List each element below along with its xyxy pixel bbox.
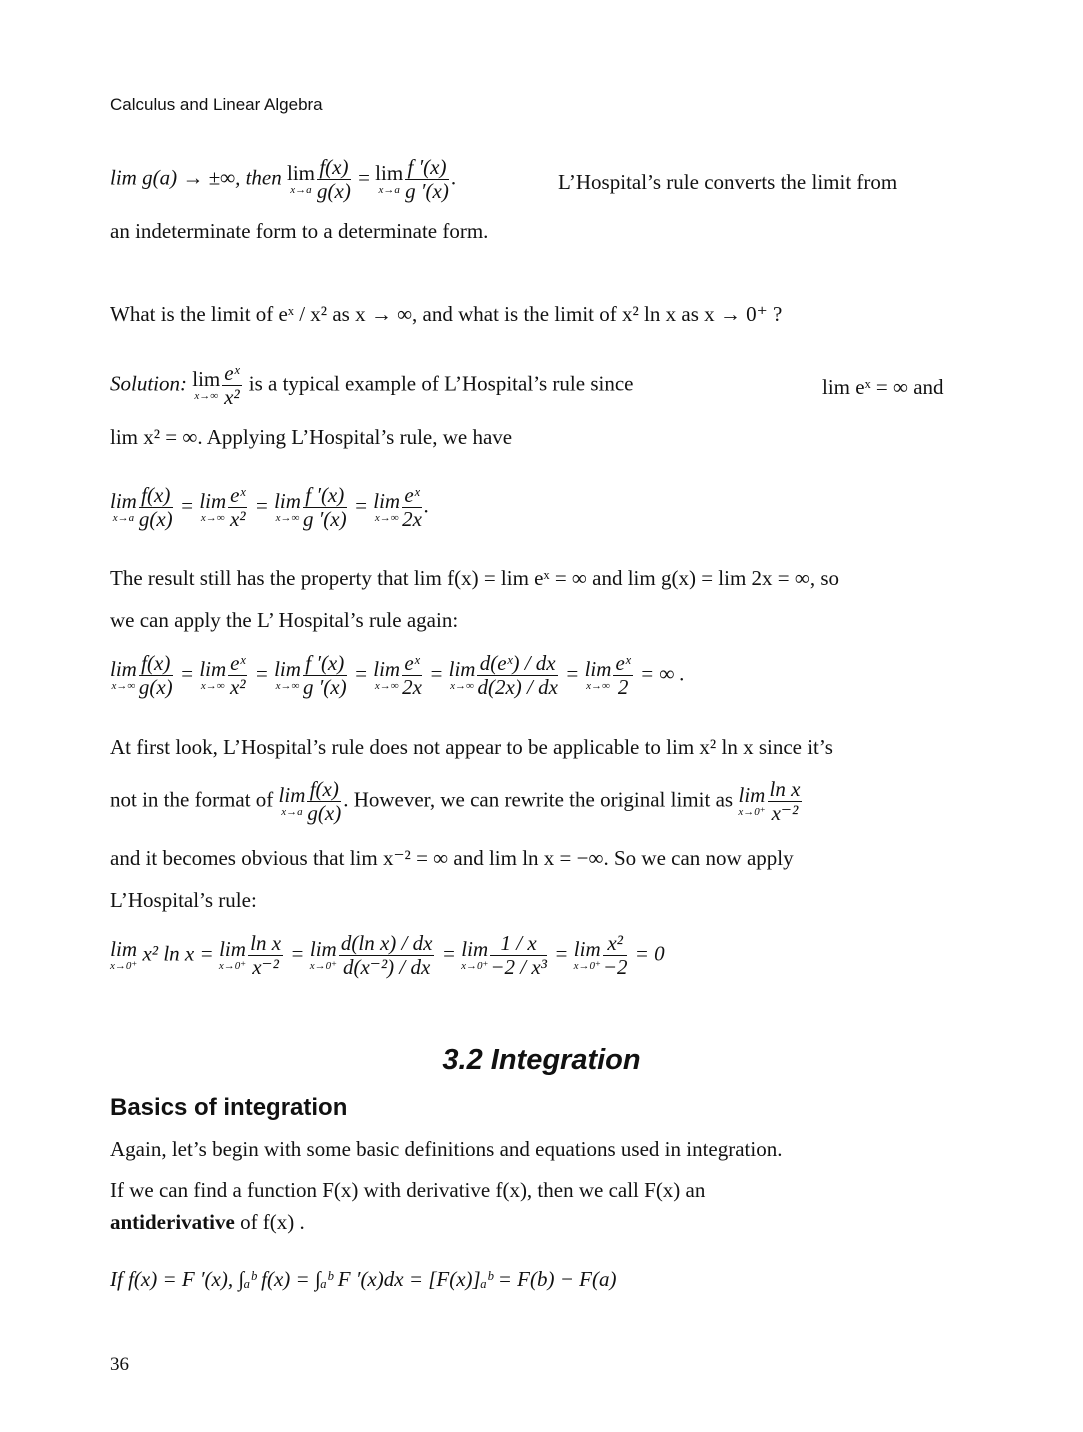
equation-3: lim x→0⁺ x² ln x = lim x→0⁺ $\frac{\text{ln x}}{\text{x⁻²}}$ = lim x→0⁺ $\frac{\text{d(ln x) / dx}}{\text{d(x⁻²) / dx}}$ = lim x→0⁺ $\frac{1 / x}{\text{−2 / x³}}$ = lim x→0⁺ $\frac{\text{x²}}{-2}$ = 0: [110, 931, 665, 980]
fraction: $\frac{\text{x²}}{-2}$: [602, 931, 628, 980]
fraction: $\frac{\text{eˣ}}{\text{x²}}$: [229, 651, 246, 700]
limit-operator: lim x→∞: [274, 489, 301, 525]
intro-eq-prefix: lim g(a) → ±∞, then: [110, 165, 282, 190]
fraction-f-over-g: $\frac{f(x)}{g(x)}$: [317, 155, 351, 204]
limit-operator: lim x→0⁺: [573, 937, 601, 973]
question-text: What is the limit of eˣ / x² as x → ∞, and what is the limit of x² ln x as x → 0⁺ ?: [110, 302, 783, 326]
first-look-text: At first look, L’Hospital’s rule does not appear to be applicable to lim x² ln x since it’s: [110, 735, 833, 759]
fraction: $\frac{\text{eˣ}}{2x}$: [402, 651, 422, 700]
limit-operator: lim x→∞: [274, 657, 301, 693]
limit-operator: lim x→∞: [373, 489, 401, 525]
solution-line1-end: lim eˣ = ∞ and: [822, 375, 944, 399]
not-format-line: not in the format of lim x→a $\frac{f(x)}{g(x)}$ . However, we can rewrite the original limit as lim x→0⁺ $\frac{\text{ln x}}{\text{x⁻²}}$: [110, 777, 801, 826]
section-para2-b: [110, 1210, 972, 1235]
fraction: $\frac{\text{eˣ}}{2}$: [615, 651, 631, 700]
equation-2: lim x→∞ $\frac{f(x)}{g(x)}$ = lim x→∞ $\frac{\text{eˣ}}{\text{x²}}$ = lim x→∞ $\frac{f '(x)}{g '(x)}$ = lim x→∞ $\frac{\text{eˣ}}{2x}$ = lim x→∞ $\frac{\text{d(eˣ) / dx}}{d(2x) / dx}$ = lim x→∞ $\frac{\text{eˣ}}{2}$ = ∞ .: [110, 651, 685, 700]
antiderivative-term: antiderivative: [110, 1210, 235, 1234]
limit-operator: lim x→0⁺: [218, 937, 247, 973]
limit-operator: lim x→0⁺: [110, 937, 138, 973]
section-title: 3.2 Integration: [442, 1044, 641, 1076]
subheading: Basics of integration: [110, 1094, 348, 1121]
fraction: $\frac{f(x)}{g(x)}$: [307, 777, 342, 826]
equation-1: lim x→a $\frac{f(x)}{g(x)}$ = lim x→∞ $\frac{\text{eˣ}}{\text{x²}}$ = lim x→∞ $\frac{f '(x)}{g '(x)}$ = lim x→∞ $\frac{\text{eˣ}}{2x}$ .: [110, 483, 430, 532]
fraction-ex-over-x2: $\frac{\text{eˣ}}{\text{x²}}$: [224, 361, 240, 410]
lhr-text: L’Hospital’s rule:: [110, 888, 257, 912]
not-format-a: not in the format of: [110, 787, 274, 812]
obvious-text: and it becomes obvious that lim x⁻² = ∞ and lim ln x = −∞. So we can now apply: [110, 846, 794, 870]
limit-operator: lim x→0⁺: [461, 937, 489, 973]
solution-label: Solution:: [110, 371, 187, 396]
fraction-fprime-over-gprime: $\frac{f '(x)}{g '(x)}$: [405, 155, 449, 204]
section-para1: Again, let’s begin with some basic definitions and equations used in integration.: [110, 1137, 783, 1161]
solution-line2: lim x² = ∞. Applying L’Hospital’s rule, we have: [110, 425, 513, 449]
x2-lnx: x² ln x: [142, 941, 195, 966]
fraction: $\frac{f(x)}{g(x)}$: [138, 483, 173, 532]
running-title: Calculus and Linear Algebra: [110, 95, 323, 114]
limit-operator: lim x→∞: [373, 657, 401, 693]
fraction: $\frac{f(x)}{g(x)}$: [138, 651, 173, 700]
limit-operator: lim x→∞: [199, 489, 227, 525]
fraction: $\frac{\text{d(eˣ) / dx}}{d(2x) / dx}$: [477, 651, 558, 700]
solution-line1-mid: is a typical example of L’Hospital’s rule since: [248, 371, 634, 396]
intro-line2: an indeterminate form to a determinate form.: [110, 219, 489, 243]
limit-operator: lim x→0⁺: [738, 783, 766, 819]
integration-formula: If f(x) = F ′(x), ∫ₐᵇ f(x) = ∫ₐᵇ F ′(x)dx = [F(x)]ₐᵇ = F(b) − F(a): [110, 1267, 617, 1291]
fraction: $\frac{\text{ln x}}{\text{x⁻²}}$: [250, 931, 282, 980]
limit-operator: lim x→∞: [110, 657, 137, 693]
limit-operator: lim x→0⁺: [309, 937, 337, 973]
fraction: $\frac{\text{eˣ}}{\text{x²}}$: [229, 483, 246, 532]
limit-operator: lim x→a: [286, 161, 315, 197]
intro-text-after: L’Hospital’s rule converts the limit from: [558, 170, 898, 194]
section-para2-c: of f(x) .: [240, 1210, 305, 1234]
fraction: $\frac{f '(x)}{g '(x)}$: [302, 651, 347, 700]
limit-operator: lim x→a: [375, 161, 404, 197]
limit-operator: lim x→a: [110, 489, 137, 525]
limit-operator: lim x→∞: [448, 657, 476, 693]
section-para2-a: If we can find a function F(x) with derivative f(x), then we call F(x) an: [110, 1178, 706, 1202]
limit-operator: lim x→∞: [199, 657, 227, 693]
fraction: $\frac{\text{d(ln x) / dx}}{\text{d(x⁻²) / dx}}$: [340, 931, 433, 980]
limit-operator: lim x→∞: [584, 657, 612, 693]
page-number: 36: [110, 1354, 129, 1375]
limit-operator: lim x→∞: [192, 367, 221, 403]
intro-equation: lim g(a) → ±∞, then lim x→a $\frac{f(x)}{g(x)}$ = lim x→a $\frac{f '(x)}{g '(x)}$ .: [110, 155, 457, 204]
fraction: $\frac{f '(x)}{g '(x)}$: [302, 483, 347, 532]
limit-operator: lim x→a: [278, 783, 306, 819]
result-text-2: we can apply the L’ Hospital’s rule again:: [110, 608, 459, 632]
solution-line1: [110, 362, 633, 409]
not-format-b: However, we can rewrite the original limit as: [353, 787, 734, 812]
fraction: $\frac{\text{eˣ}}{2x}$: [402, 483, 422, 532]
fraction: $\frac{\text{ln x}}{\text{x⁻²}}$: [769, 777, 801, 826]
result-text: The result still has the property that lim f(x) = lim eˣ = ∞ and lim g(x) = lim 2x = ∞, so: [110, 566, 840, 590]
fraction: $\frac{1 / x}{\text{−2 / x³}}$: [490, 931, 547, 980]
